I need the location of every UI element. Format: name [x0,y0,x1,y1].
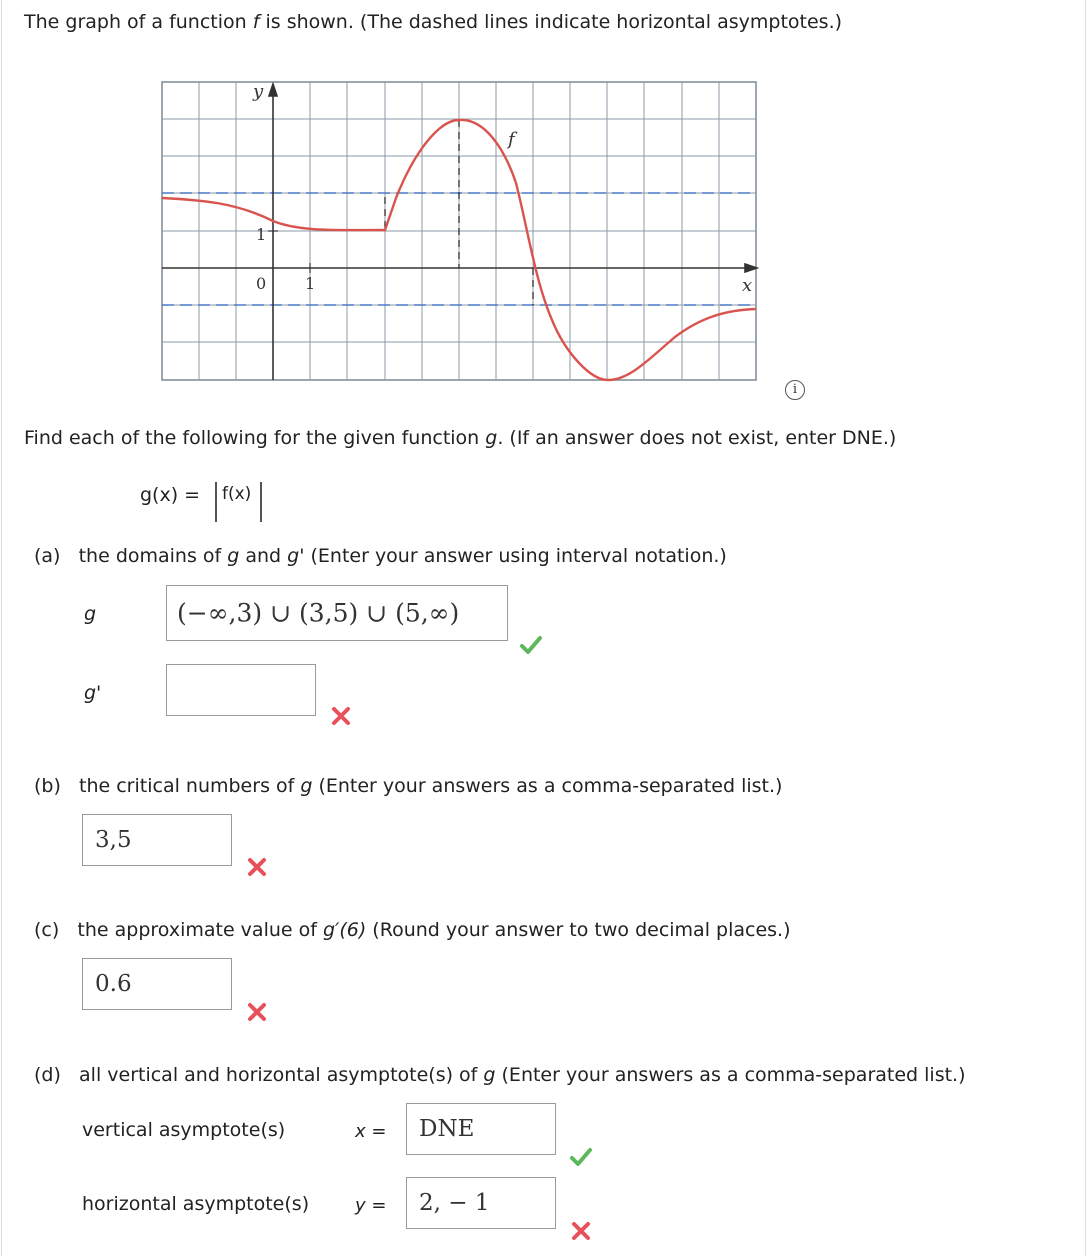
find-instructions: Find each of the following for the given function g. (If an answer does not exist, enter DNE.) [24,427,897,449]
vertical-asymptote-label: vertical asymptote(s) [82,1119,286,1141]
critical-numbers-input[interactable] [82,814,232,866]
intro-text: The graph of a function f is shown. (The dashed lines indicate horizontal asymptotes.) [24,11,843,33]
part-b-prompt: (b) the critical numbers of g (Enter your answers as a comma-separated list.) [34,775,783,797]
definition-rhs: f(x) [222,484,252,504]
vertical-asymptote-value: DNE [419,1116,475,1142]
vertical-var: x = [355,1121,387,1142]
x-tick-one: 1 [305,274,316,293]
critical-numbers-value: 3,5 [95,827,132,853]
part-d-prompt: (d) all vertical and horizontal asymptote(s) of g (Enter your answers as a comma-separated list.) [34,1064,966,1086]
part-a-prompt: (a) the domains of g and g' (Enter your answer using interval notation.) [34,545,727,567]
part-c-prompt: (c) the approximate value of g′(6) (Round your answer to two decimal places.) [34,919,791,941]
x-axis-label: x [742,275,753,296]
origin-label: 0 [256,274,267,293]
abs-bar-right [260,482,262,522]
horizontal-var: y = [355,1195,387,1216]
horizontal-asymptote-input[interactable] [406,1177,556,1229]
g-definition [140,478,300,526]
abs-bar-left [215,482,217,522]
gprime6-value: 0.6 [95,971,132,997]
cross-icon [246,856,268,878]
check-icon [520,634,542,656]
gprime6-input[interactable] [82,958,232,1010]
cross-icon [246,1001,268,1023]
cross-icon [570,1220,592,1242]
function-graph [160,80,760,385]
y-axis-label: y [253,81,264,102]
horizontal-asymptote-value: 2, − 1 [419,1190,490,1216]
definition-lhs: g(x) = [140,484,201,506]
domain-gprime-input[interactable] [166,664,316,716]
row-g-label: g [84,603,97,625]
domain-g-value: (−∞,3) ∪ (3,5) ∪ (5,∞) [177,598,460,628]
row-gprime-label: g' [84,682,102,704]
check-icon [570,1146,592,1168]
cross-icon [330,705,352,727]
horizontal-asymptote-label: horizontal asymptote(s) [82,1193,310,1215]
y-tick-one: 1 [256,225,267,244]
info-icon[interactable]: i [785,380,805,400]
domain-g-input[interactable] [166,585,508,641]
f-curve-label: f [508,129,515,150]
vertical-asymptote-input[interactable] [406,1103,556,1155]
